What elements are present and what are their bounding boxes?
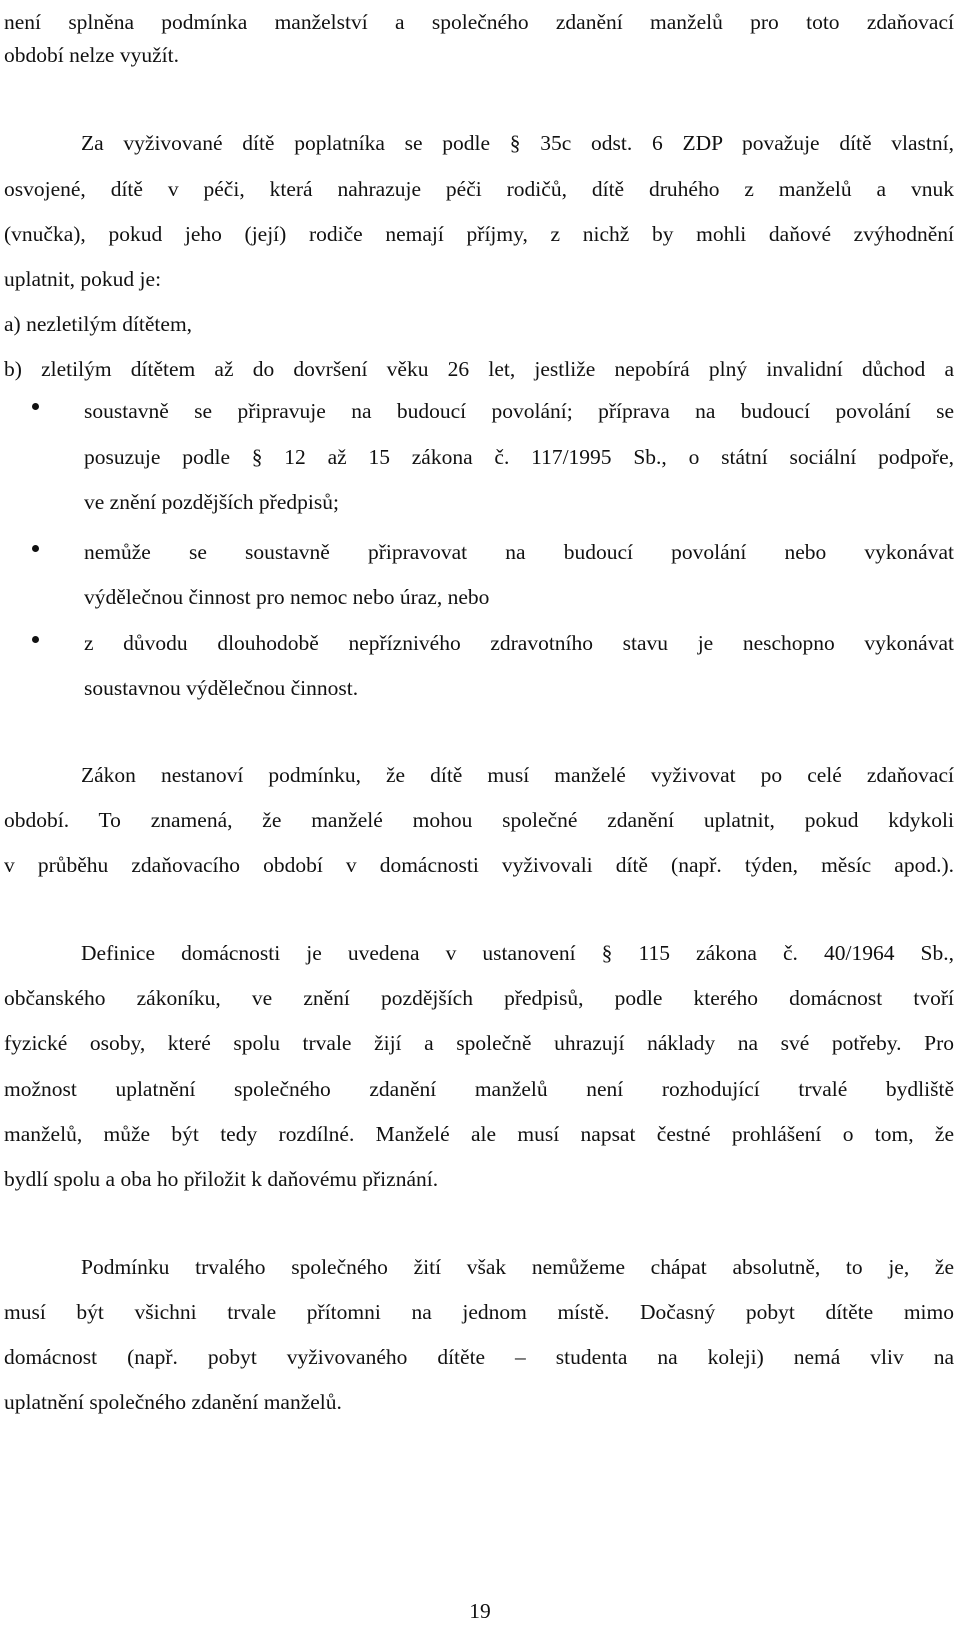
text-line: fyzické osoby, které spolu trvale žijí a společně uhrazují náklady na své potřeby. Pro [4,1031,954,1055]
text-line: domácnost (např. pobyt vyživovaného dítěte – studenta na koleji) nemá vliv na [4,1345,954,1369]
text-line: Podmínku trvalého společného žití však nemůžeme chápat absolutně, to je, že [81,1255,954,1279]
text-line: posuzuje podle § 12 až 15 zákona č. 117/1995 Sb., o státní sociální podpoře, [84,445,954,469]
text-line: není splněna podmínka manželství a společného zdanění manželů pro toto zdaňovací [4,10,954,34]
text-line: (vnučka), pokud jeho (její) rodiče nemají příjmy, z nichž by mohli daňové zvýhodnění [4,222,954,246]
text-line: Zákon nestanoví podmínku, že dítě musí manželé vyživovat po celé zdaňovací [81,763,954,787]
text-line: manželů, může být tedy rozdílné. Manželé ale musí napsat čestné prohlášení o tom, že [4,1122,954,1146]
text-line: ve znění pozdějších předpisů; [84,490,339,514]
text-line: uplatnit, pokud je: [4,267,162,291]
text-line: b) zletilým dítětem až do dovršení věku 26 let, jestliže nepobírá plný invalidní důchod a [4,357,954,381]
text-line: a) nezletilým dítětem, [4,312,193,336]
bullet-icon [32,403,39,410]
text-line: období. To znamená, že manželé mohou společné zdanění uplatnit, pokud kdykoli [4,808,954,832]
bullet-icon [32,636,39,643]
list-item: soustavně se připravuje na budoucí povolání; příprava na budoucí povolání se [84,399,954,423]
text-line: soustavnou výdělečnou činnost. [84,676,359,700]
text-line: osvojené, dítě v péči, která nahrazuje péči rodičů, dítě druhého z manželů a vnuk [4,177,954,201]
page-number: 19 [469,1599,491,1623]
list-item: z důvodu dlouhodobě nepříznivého zdravotního stavu je neschopno vykonávat [84,631,954,655]
text-line: uplatnění společného zdanění manželů. [4,1390,342,1414]
text-line: bydlí spolu a oba ho přiložit k daňovému přiznání. [4,1167,439,1191]
text-line: období nelze využít. [4,43,179,67]
text-line: Definice domácnosti je uvedena v ustanovení § 115 zákona č. 40/1964 Sb., [81,941,954,965]
text-line: výdělečnou činnost pro nemoc nebo úraz, nebo [84,585,490,609]
bullet-icon [32,545,39,552]
text-line: možnost uplatnění společného zdanění manželů není rozhodující trvalé bydliště [4,1077,954,1101]
text-line: občanského zákoníku, ve znění pozdějších předpisů, podle kterého domácnost tvoří [4,986,954,1010]
list-item: nemůže se soustavně připravovat na budoucí povolání nebo vykonávat [84,540,954,564]
text-line: v průběhu zdaňovacího období v domácnosti vyživovali dítě (např. týden, měsíc apod.). [4,853,954,877]
text-line: Za vyživované dítě poplatníka se podle § 35c odst. 6 ZDP považuje dítě vlastní, [81,131,954,155]
text-line: musí být všichni trvale přítomni na jednom místě. Dočasný pobyt dítěte mimo [4,1300,954,1324]
